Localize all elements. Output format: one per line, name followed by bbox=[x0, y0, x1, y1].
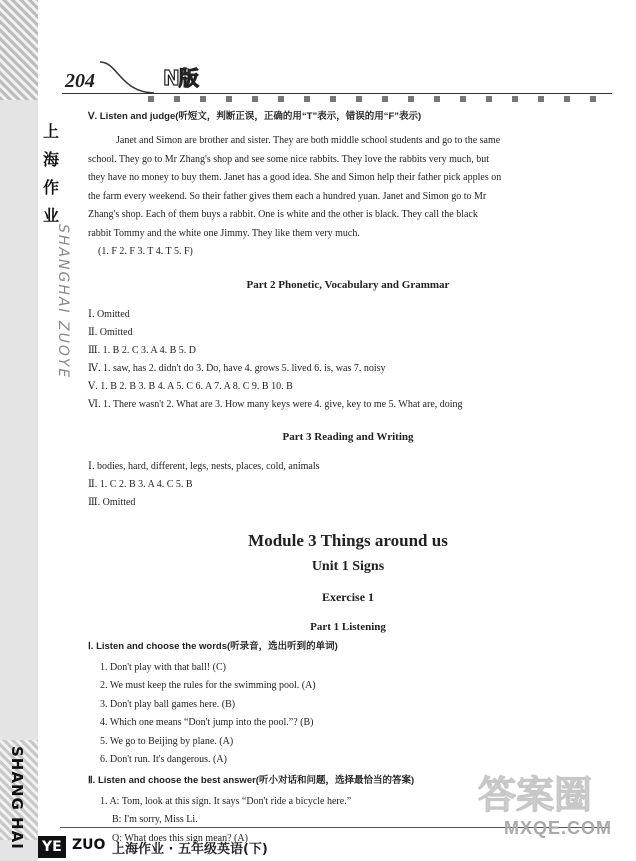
list-item: B: I'm sorry, Miss Li. bbox=[112, 814, 198, 825]
footer-book-title: 上海作业 · 五年级英语(下) bbox=[112, 842, 268, 857]
side-char: 作 bbox=[42, 178, 59, 197]
part1-title: Part 1 Listening bbox=[310, 620, 386, 633]
sidebar-hatch-top bbox=[0, 0, 38, 100]
list-item: 2. We must keep the rules for the swimming pool. (A) bbox=[100, 680, 316, 691]
part2-title: Part 2 Phonetic, Vocabulary and Grammar bbox=[246, 278, 450, 291]
listening-sec1-heading: Ⅰ. Listen and choose the words(听录音，选出听到的单词) bbox=[88, 640, 338, 652]
page-content bbox=[88, 108, 608, 848]
left-sidebar-band bbox=[0, 0, 38, 861]
exercise-title: Exercise 1 bbox=[321, 589, 375, 604]
passage-line: they have no money to buy them. Janet has a good idea. She and Simon help their father pick apples on bbox=[88, 172, 502, 183]
header-curve-decoration bbox=[98, 60, 158, 96]
list-item: 3. Don't play ball games here. (B) bbox=[100, 698, 236, 710]
list-item: 5. We go to Beijing by plane. (A) bbox=[100, 735, 234, 747]
watermark-chars: 答案圈 bbox=[478, 773, 593, 817]
answer-line: Ⅵ. 1. There wasn't 2. What are 3. How many keys were 4. give, key to me 5. What are, doing bbox=[88, 398, 463, 410]
side-bottom-label: SHANG HAI bbox=[8, 746, 26, 850]
side-vertical-label: SHANGHAI ZUOYE bbox=[55, 224, 71, 380]
passage-line: the farm every weekend. So their father gives them each a hundred yuan. Janet and Simon go to Mr bbox=[88, 190, 487, 202]
answer-line: Ⅴ. 1. B 2. B 3. B 4. A 5. C 6. A 7. A 8. C 9. B 10. B bbox=[88, 380, 293, 392]
answer-line: Ⅰ. Omitted bbox=[88, 308, 130, 320]
part3-title: Part 3 Reading and Writing bbox=[282, 430, 414, 443]
side-chinese-label bbox=[40, 118, 62, 230]
side-char: 海 bbox=[42, 150, 59, 169]
list-item: 1. A: Tom, look at this sign. It says “Don't ride a bicycle here.” bbox=[100, 795, 352, 807]
passage bbox=[88, 132, 608, 262]
header-dash-rule bbox=[148, 96, 608, 102]
listening-sec1-list bbox=[88, 659, 608, 770]
list-item: 1. Don't play with that ball! (C) bbox=[100, 661, 226, 673]
section-v-heading: Ⅴ. Listen and judge(听短文，判断正误，正确的用“T”表示，错误的用“F”表示) bbox=[88, 111, 422, 122]
answer-line: Ⅰ. bodies, hard, different, legs, nests, places, cold, animals bbox=[88, 460, 320, 472]
answer-line: Ⅲ. Omitted bbox=[88, 496, 136, 508]
passage-line: rabbit Tommy and the white one Jimmy. They like them very much. bbox=[88, 227, 360, 239]
footer-zuo: ZUO bbox=[72, 837, 106, 853]
passage-answers: (1. F 2. F 3. T 4. T 5. F) bbox=[98, 246, 193, 257]
watermark-logo bbox=[474, 770, 624, 818]
module-title: Module 3 Things around us bbox=[248, 530, 448, 550]
unit-title: Unit 1 Signs bbox=[311, 558, 385, 574]
answer-line: Ⅱ. Omitted bbox=[88, 326, 133, 338]
list-item: Q: What does this sign mean? (A) bbox=[112, 832, 248, 844]
page-number: 204 bbox=[65, 70, 95, 92]
answer-line: Ⅲ. 1. B 2. C 3. A 4. B 5. D bbox=[88, 344, 196, 356]
header-rule bbox=[62, 93, 612, 94]
list-item: 4. Which one means “Don't jump into the pool.”? (B) bbox=[100, 717, 314, 728]
listening-sec2-heading: Ⅱ. Listen and choose the best answer(听小对话和问题，选择最恰当的答案) bbox=[88, 774, 415, 786]
list-item: 6. Don't run. It's dangerous. (A) bbox=[100, 754, 227, 765]
watermark-url: MXQE.COM bbox=[503, 818, 612, 838]
passage-line: Zhang's shop. Each of them buys a rabbit. One is white and the other is black. They call the black bbox=[88, 209, 478, 220]
edition-label: N版 bbox=[163, 66, 198, 90]
side-char: 业 bbox=[42, 206, 59, 225]
passage-line: Janet and Simon are brother and sister. They are both middle school students and go to the same bbox=[116, 135, 501, 146]
answer-line: Ⅳ. 1. saw, has 2. didn't do 3. Do, have 4. grows 5. lived 6. is, was 7. noisy bbox=[88, 362, 386, 374]
passage-line: school. They go to Mr Zhang's shop and see some nice rabbits. They love the rabbits very much, but bbox=[88, 153, 490, 165]
side-char: 上 bbox=[42, 122, 59, 141]
answer-line: Ⅱ. 1. C 2. B 3. A 4. C 5. B bbox=[88, 478, 193, 490]
footer-tag: YE bbox=[38, 836, 66, 858]
